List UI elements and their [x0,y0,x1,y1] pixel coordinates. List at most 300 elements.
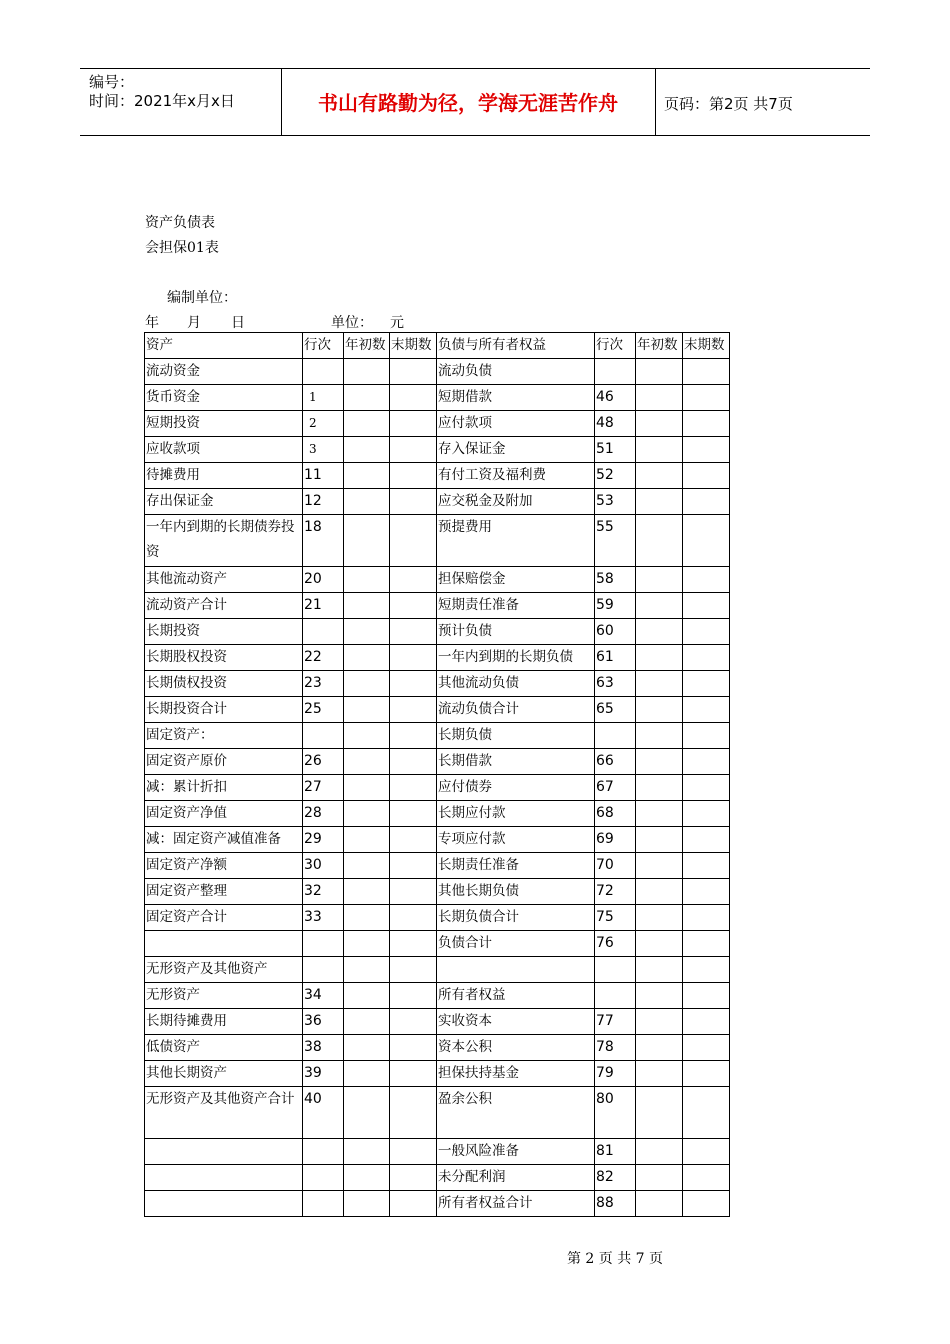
asset-label-cell [145,1165,303,1191]
asset-opening-cell [344,437,390,463]
liability-label-cell: 预计负债 [437,619,595,645]
asset-label-cell: 固定资产整理 [145,879,303,905]
liability-line-no-cell: 82 [595,1165,636,1191]
asset-label-cell: 其他流动资产 [145,567,303,593]
table-row [145,385,730,411]
liability-opening-cell [636,359,683,385]
liability-opening-cell [636,671,683,697]
liability-label-cell: 所有者权益 [437,983,595,1009]
asset-closing-cell [390,1087,437,1139]
liability-opening-cell [636,827,683,853]
table-row [145,1139,730,1165]
asset-opening-cell [344,749,390,775]
asset-opening-cell [344,411,390,437]
balance-sheet-table [144,332,730,1217]
liability-closing-cell [683,957,730,983]
asset-line-no-cell: 26 [303,749,344,775]
asset-line-no-cell: 36 [303,1009,344,1035]
asset-label-cell: 低债资产 [145,1035,303,1061]
liability-closing-cell [683,619,730,645]
liability-label-cell: 专项应付款 [437,827,595,853]
header-cell-closing-2: 末期数 [683,333,730,359]
liability-closing-cell [683,827,730,853]
page-footer: 第 2 页 共 7 页 [566,1251,664,1267]
asset-line-no-cell: 22 [303,645,344,671]
asset-closing-cell [390,463,437,489]
liability-line-no-cell: 66 [595,749,636,775]
day-label: 日 [231,315,245,331]
liability-label-cell: 担保扶持基金 [437,1061,595,1087]
liability-opening-cell [636,853,683,879]
asset-line-no-cell: 3 [303,437,344,463]
table-row [145,749,730,775]
liability-closing-cell [683,359,730,385]
asset-line-no-cell: 39 [303,1061,344,1087]
table-row [145,359,730,385]
asset-closing-cell [390,983,437,1009]
table-row [145,1191,730,1217]
asset-opening-cell [344,1061,390,1087]
asset-label-cell: 短期投资 [145,411,303,437]
asset-opening-cell [344,593,390,619]
asset-label-cell: 流动资产合计 [145,593,303,619]
asset-closing-cell [390,411,437,437]
liability-label-cell: 资本公积 [437,1035,595,1061]
liability-label-cell: 一般风险准备 [437,1139,595,1165]
liability-line-no-cell: 70 [595,853,636,879]
unit-value: 元 [390,315,404,331]
liability-line-no-cell: 80 [595,1087,636,1139]
asset-opening-cell [344,385,390,411]
liability-line-no-cell [595,957,636,983]
liability-label-cell: 负债合计 [437,931,595,957]
table-row [145,697,730,723]
header-cell-closing: 末期数 [390,333,437,359]
liability-opening-cell [636,801,683,827]
asset-line-no-cell [303,359,344,385]
asset-line-no-cell: 40 [303,1087,344,1139]
liability-line-no-cell: 75 [595,905,636,931]
header-cell-opening: 年初数 [344,333,390,359]
table-row [145,619,730,645]
liability-opening-cell [636,879,683,905]
header-code-label: 编号： [89,73,135,91]
asset-line-no-cell: 21 [303,593,344,619]
asset-opening-cell [344,671,390,697]
asset-opening-cell [344,775,390,801]
liability-closing-cell [683,931,730,957]
liability-closing-cell [683,489,730,515]
asset-closing-cell [390,1165,437,1191]
liability-line-no-cell: 60 [595,619,636,645]
table-header-row [145,333,730,359]
asset-label-cell: 减：累计折扣 [145,775,303,801]
asset-opening-cell [344,905,390,931]
asset-opening-cell [344,1139,390,1165]
liability-closing-cell [683,775,730,801]
asset-closing-cell [390,957,437,983]
liability-line-no-cell [595,983,636,1009]
asset-line-no-cell: 25 [303,697,344,723]
asset-closing-cell [390,567,437,593]
liability-opening-cell [636,1009,683,1035]
liability-closing-cell [683,723,730,749]
asset-opening-cell [344,957,390,983]
table-row [145,1035,730,1061]
asset-line-no-cell: 38 [303,1035,344,1061]
liability-line-no-cell: 51 [595,437,636,463]
header-cell-liabilities: 负债与所有者权益 [437,333,595,359]
liability-label-cell: 所有者权益合计 [437,1191,595,1217]
liability-opening-cell [636,619,683,645]
liability-closing-cell [683,1087,730,1139]
liability-closing-cell [683,671,730,697]
table-row [145,411,730,437]
liability-closing-cell [683,645,730,671]
liability-label-cell: 预提费用 [437,515,595,567]
liability-closing-cell [683,437,730,463]
liability-line-no-cell: 46 [595,385,636,411]
table-row [145,671,730,697]
asset-label-cell [145,931,303,957]
liability-label-cell: 担保赔偿金 [437,567,595,593]
asset-opening-cell [344,983,390,1009]
asset-label-cell: 流动资金 [145,359,303,385]
asset-label-cell: 长期投资合计 [145,697,303,723]
asset-line-no-cell: 12 [303,489,344,515]
asset-label-cell: 无形资产 [145,983,303,1009]
asset-opening-cell [344,853,390,879]
liability-opening-cell [636,645,683,671]
table-row [145,489,730,515]
liability-line-no-cell: 79 [595,1061,636,1087]
asset-label-cell: 其他长期资产 [145,1061,303,1087]
asset-closing-cell [390,671,437,697]
liability-line-no-cell: 59 [595,593,636,619]
liability-closing-cell [683,515,730,567]
liability-opening-cell [636,463,683,489]
liability-label-cell: 其他长期负债 [437,879,595,905]
table-row [145,463,730,489]
asset-line-no-cell: 30 [303,853,344,879]
table-row [145,437,730,463]
asset-label-cell: 长期投资 [145,619,303,645]
asset-label-cell: 长期待摊费用 [145,1009,303,1035]
asset-opening-cell [344,723,390,749]
liability-opening-cell [636,1035,683,1061]
asset-label-cell: 一年内到期的长期债券投资 [145,515,303,567]
asset-line-no-cell: 11 [303,463,344,489]
liability-line-no-cell: 65 [595,697,636,723]
asset-closing-cell [390,1139,437,1165]
table-row [145,879,730,905]
asset-closing-cell [390,697,437,723]
liability-closing-cell [683,1009,730,1035]
liability-label-cell: 其他流动负债 [437,671,595,697]
document-title: 资产负债表 [145,215,215,231]
liability-line-no-cell [595,359,636,385]
header-time-label: 时间：2021年x月x日 [89,92,235,110]
table-row [145,931,730,957]
asset-closing-cell [390,619,437,645]
asset-label-cell: 固定资产： [145,723,303,749]
asset-label-cell: 无形资产及其他资产合计 [145,1087,303,1139]
asset-opening-cell [344,489,390,515]
liability-label-cell: 长期借款 [437,749,595,775]
liability-line-no-cell: 61 [595,645,636,671]
asset-line-no-cell: 29 [303,827,344,853]
table-row [145,593,730,619]
asset-line-no-cell: 2 [303,411,344,437]
asset-opening-cell [344,463,390,489]
asset-opening-cell [344,931,390,957]
liability-closing-cell [683,463,730,489]
asset-line-no-cell: 32 [303,879,344,905]
liability-closing-cell [683,567,730,593]
asset-label-cell: 存出保证金 [145,489,303,515]
asset-line-no-cell: 23 [303,671,344,697]
liability-line-no-cell: 48 [595,411,636,437]
liability-closing-cell [683,1191,730,1217]
liability-label-cell: 应付款项 [437,411,595,437]
asset-opening-cell [344,801,390,827]
asset-closing-cell [390,827,437,853]
liability-label-cell: 长期负债合计 [437,905,595,931]
liability-opening-cell [636,931,683,957]
asset-closing-cell [390,593,437,619]
table-row [145,1087,730,1139]
table-row [145,723,730,749]
header-bottom-rule [80,135,870,136]
liability-label-cell [437,957,595,983]
asset-opening-cell [344,1035,390,1061]
asset-opening-cell [344,827,390,853]
asset-opening-cell [344,359,390,385]
liability-opening-cell [636,489,683,515]
liability-opening-cell [636,1139,683,1165]
table-row [145,983,730,1009]
asset-closing-cell [390,749,437,775]
asset-opening-cell [344,697,390,723]
year-label: 年 [145,315,159,331]
asset-closing-cell [390,437,437,463]
month-label: 月 [187,315,201,331]
asset-closing-cell [390,775,437,801]
liability-label-cell: 应付债券 [437,775,595,801]
liability-closing-cell [683,905,730,931]
liability-label-cell: 存入保证金 [437,437,595,463]
form-number: 会担保01表 [145,240,219,256]
asset-opening-cell [344,567,390,593]
liability-label-cell: 一年内到期的长期负债 [437,645,595,671]
asset-label-cell: 货币资金 [145,385,303,411]
liability-label-cell: 应交税金及附加 [437,489,595,515]
asset-line-no-cell: 34 [303,983,344,1009]
liability-closing-cell [683,1139,730,1165]
asset-opening-cell [344,1009,390,1035]
liability-closing-cell [683,749,730,775]
table-row [145,957,730,983]
liability-line-no-cell: 67 [595,775,636,801]
liability-label-cell: 流动负债 [437,359,595,385]
asset-opening-cell [344,1087,390,1139]
asset-label-cell: 长期股权投资 [145,645,303,671]
asset-line-no-cell [303,957,344,983]
liability-closing-cell [683,1165,730,1191]
liability-line-no-cell: 72 [595,879,636,905]
liability-line-no-cell: 88 [595,1191,636,1217]
liability-opening-cell [636,775,683,801]
liability-line-no-cell: 55 [595,515,636,567]
table-row [145,645,730,671]
header-cell-line-no: 行次 [303,333,344,359]
asset-line-no-cell [303,619,344,645]
liability-line-no-cell: 81 [595,1139,636,1165]
liability-opening-cell [636,1165,683,1191]
liability-opening-cell [636,1191,683,1217]
liability-line-no-cell [595,723,636,749]
liability-label-cell: 盈余公积 [437,1087,595,1139]
asset-closing-cell [390,515,437,567]
liability-closing-cell [683,697,730,723]
liability-closing-cell [683,879,730,905]
asset-closing-cell [390,853,437,879]
asset-opening-cell [344,879,390,905]
asset-label-cell: 无形资产及其他资产 [145,957,303,983]
liability-closing-cell [683,385,730,411]
asset-opening-cell [344,1165,390,1191]
table-row [145,853,730,879]
liability-closing-cell [683,593,730,619]
table-row [145,515,730,567]
asset-line-no-cell: 33 [303,905,344,931]
liability-line-no-cell: 58 [595,567,636,593]
liability-closing-cell [683,983,730,1009]
asset-opening-cell [344,619,390,645]
liability-opening-cell [636,1087,683,1139]
asset-label-cell: 固定资产净值 [145,801,303,827]
liability-line-no-cell: 77 [595,1009,636,1035]
asset-label-cell [145,1139,303,1165]
asset-closing-cell [390,879,437,905]
asset-closing-cell [390,359,437,385]
liability-opening-cell [636,437,683,463]
header-cell-opening-2: 年初数 [636,333,683,359]
liability-opening-cell [636,697,683,723]
liability-label-cell: 短期责任准备 [437,593,595,619]
asset-closing-cell [390,931,437,957]
liability-opening-cell [636,411,683,437]
table-row [145,801,730,827]
liability-label-cell: 未分配利润 [437,1165,595,1191]
asset-label-cell: 待摊费用 [145,463,303,489]
liability-closing-cell [683,411,730,437]
liability-label-cell: 实收资本 [437,1009,595,1035]
asset-line-no-cell: 18 [303,515,344,567]
asset-closing-cell [390,645,437,671]
table-row [145,1009,730,1035]
asset-label-cell: 固定资产净额 [145,853,303,879]
table-row [145,905,730,931]
liability-line-no-cell: 63 [595,671,636,697]
asset-line-no-cell [303,1139,344,1165]
asset-closing-cell [390,489,437,515]
asset-closing-cell [390,905,437,931]
liability-opening-cell [636,385,683,411]
table-row [145,775,730,801]
header-motto: 书山有路勤为径，学海无涯苦作舟 [318,91,618,115]
liability-line-no-cell: 76 [595,931,636,957]
asset-line-no-cell [303,723,344,749]
liability-opening-cell [636,723,683,749]
liability-closing-cell [683,853,730,879]
asset-label-cell: 固定资产原价 [145,749,303,775]
asset-line-no-cell: 20 [303,567,344,593]
liability-label-cell: 短期借款 [437,385,595,411]
liability-closing-cell [683,801,730,827]
header-divider-right [655,68,656,135]
liability-label-cell: 长期责任准备 [437,853,595,879]
asset-line-no-cell: 1 [303,385,344,411]
unit-label: 单位： [331,315,373,331]
liability-line-no-cell: 69 [595,827,636,853]
header-cell-assets: 资产 [145,333,303,359]
asset-opening-cell [344,1191,390,1217]
asset-closing-cell [390,1009,437,1035]
liability-opening-cell [636,983,683,1009]
liability-line-no-cell: 52 [595,463,636,489]
liability-label-cell: 流动负债合计 [437,697,595,723]
asset-closing-cell [390,723,437,749]
table-row [145,1165,730,1191]
table-row [145,1061,730,1087]
liability-closing-cell [683,1035,730,1061]
asset-opening-cell [344,515,390,567]
asset-line-no-cell [303,1165,344,1191]
asset-label-cell: 长期债权投资 [145,671,303,697]
liability-opening-cell [636,1061,683,1087]
liability-opening-cell [636,905,683,931]
table-row [145,827,730,853]
asset-line-no-cell [303,931,344,957]
liability-label-cell: 长期负债 [437,723,595,749]
table-row [145,567,730,593]
asset-closing-cell [390,801,437,827]
header-page-label: 页码：第2页 共7页 [664,95,793,113]
asset-line-no-cell: 27 [303,775,344,801]
liability-line-no-cell: 53 [595,489,636,515]
asset-closing-cell [390,1191,437,1217]
compile-unit-label: 编制单位： [167,290,237,306]
liability-opening-cell [636,749,683,775]
header-cell-line-no-2: 行次 [595,333,636,359]
asset-label-cell: 减：固定资产减值准备 [145,827,303,853]
asset-closing-cell [390,1061,437,1087]
asset-line-no-cell: 28 [303,801,344,827]
liability-line-no-cell: 78 [595,1035,636,1061]
liability-opening-cell [636,593,683,619]
liability-opening-cell [636,957,683,983]
liability-opening-cell [636,515,683,567]
asset-label-cell: 固定资产合计 [145,905,303,931]
liability-label-cell: 长期应付款 [437,801,595,827]
asset-label-cell: 应收款项 [145,437,303,463]
liability-closing-cell [683,1061,730,1087]
liability-opening-cell [636,567,683,593]
asset-opening-cell [344,645,390,671]
asset-closing-cell [390,385,437,411]
asset-label-cell [145,1191,303,1217]
